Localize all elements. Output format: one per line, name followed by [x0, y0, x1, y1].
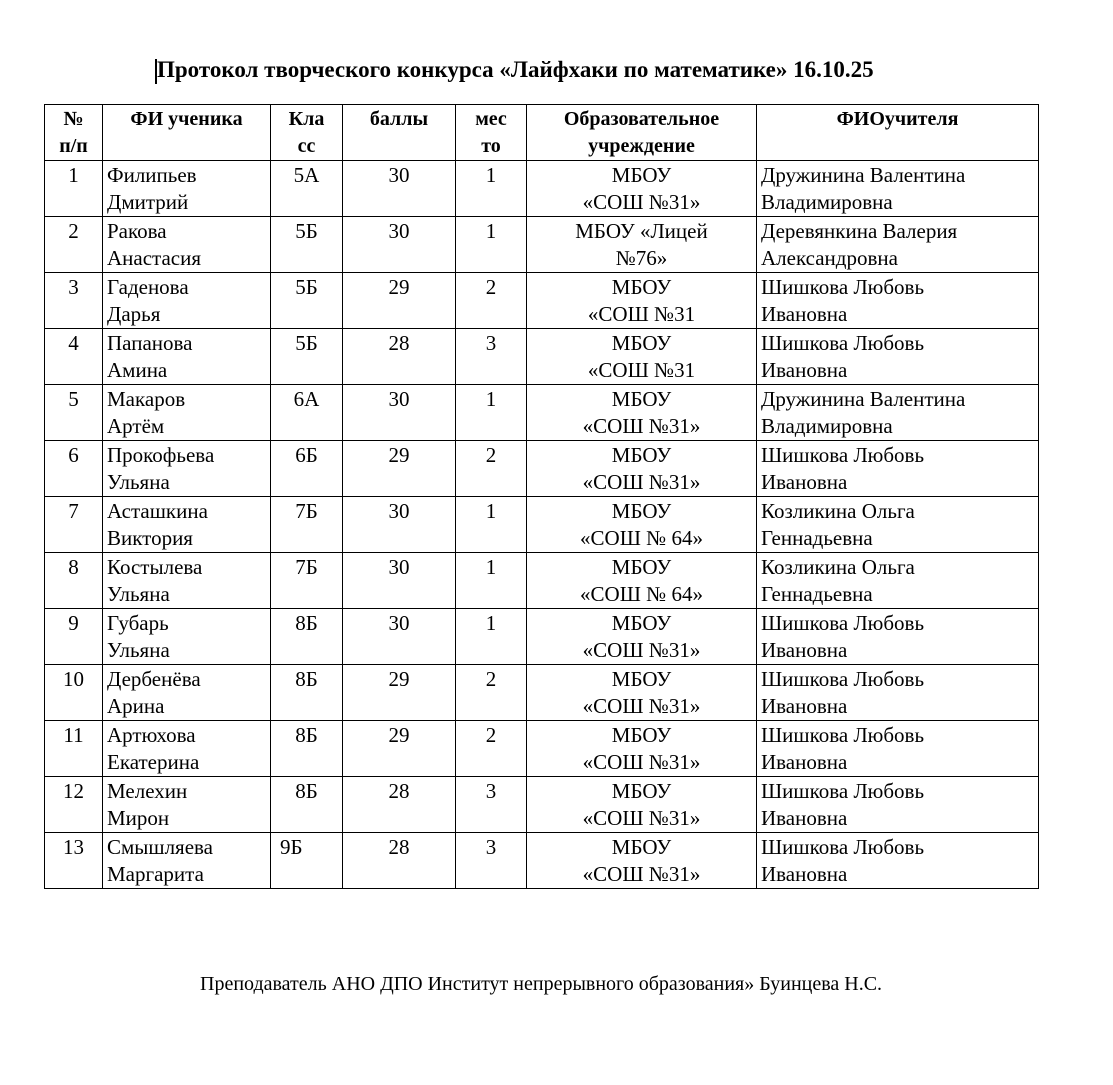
cell-place: 1 [456, 161, 527, 217]
page-title: Протокол творческого конкурса «Лайфхаки по математике» 16.10.25 [157, 57, 874, 82]
cell-teacher: Козликина Ольга Геннадьевна [757, 497, 1039, 553]
cell-teacher: Шишкова Любовь Ивановна [757, 777, 1039, 833]
table-row [45, 441, 1039, 497]
cell-class: 6А [271, 385, 343, 441]
cell-teacher: Шишкова Любовь Ивановна [757, 833, 1039, 889]
header-student-name: ФИ ученика [103, 105, 271, 161]
cell-score: 29 [343, 441, 456, 497]
table-row [45, 721, 1039, 777]
cell-num: 8 [45, 553, 103, 609]
cell-student-name: Ракова Анастасия [103, 217, 271, 273]
cell-class: 7Б [271, 553, 343, 609]
cell-num: 7 [45, 497, 103, 553]
cell-teacher: Шишкова Любовь Ивановна [757, 609, 1039, 665]
cell-student-name: Папанова Амина [103, 329, 271, 385]
header-school: Образовательное учреждение [527, 105, 757, 161]
cell-score: 30 [343, 497, 456, 553]
cell-teacher: Шишкова Любовь Ивановна [757, 273, 1039, 329]
cell-student-name: Костылева Ульяна [103, 553, 271, 609]
cell-place: 3 [456, 329, 527, 385]
cell-score: 30 [343, 553, 456, 609]
cell-class: 8Б [271, 609, 343, 665]
cell-score: 30 [343, 217, 456, 273]
cell-score: 29 [343, 273, 456, 329]
cell-teacher: Дружинина Валентина Владимировна [757, 385, 1039, 441]
cell-num: 10 [45, 665, 103, 721]
cell-num: 6 [45, 441, 103, 497]
cell-num: 3 [45, 273, 103, 329]
cell-student-name: Губарь Ульяна [103, 609, 271, 665]
cell-place: 1 [456, 497, 527, 553]
cell-teacher: Шишкова Любовь Ивановна [757, 665, 1039, 721]
cell-place: 1 [456, 553, 527, 609]
header-teacher: ФИОучителя [757, 105, 1039, 161]
cell-student-name: Филипьев Дмитрий [103, 161, 271, 217]
table-row [45, 385, 1039, 441]
cell-class: 8Б [271, 721, 343, 777]
cell-score: 28 [343, 777, 456, 833]
cell-place: 1 [456, 385, 527, 441]
table-row [45, 161, 1039, 217]
cell-student-name: Артюхова Екатерина [103, 721, 271, 777]
header-num: № п/п [45, 105, 103, 161]
cell-teacher: Шишкова Любовь Ивановна [757, 721, 1039, 777]
cell-school: МБОУ «СОШ №31» [527, 385, 757, 441]
cell-num: 1 [45, 161, 103, 217]
table-row [45, 329, 1039, 385]
cell-place: 3 [456, 777, 527, 833]
cell-num: 11 [45, 721, 103, 777]
cell-school: МБОУ «СОШ № 64» [527, 497, 757, 553]
cell-school: МБОУ «СОШ №31» [527, 665, 757, 721]
cell-teacher: Дружинина Валентина Владимировна [757, 161, 1039, 217]
cell-school: МБОУ «СОШ №31 [527, 329, 757, 385]
cell-class: 5Б [271, 217, 343, 273]
cell-school: МБОУ «СОШ №31 [527, 273, 757, 329]
table-header-row [45, 105, 1039, 161]
table-row [45, 553, 1039, 609]
cell-student-name: Мелехин Мирон [103, 777, 271, 833]
cell-school: МБОУ «СОШ №31» [527, 609, 757, 665]
table-row [45, 833, 1039, 889]
table-row [45, 217, 1039, 273]
cell-num: 12 [45, 777, 103, 833]
table-row [45, 777, 1039, 833]
cell-class: 6Б [271, 441, 343, 497]
table-row [45, 497, 1039, 553]
cell-place: 1 [456, 217, 527, 273]
cell-teacher: Шишкова Любовь Ивановна [757, 329, 1039, 385]
cell-teacher: Шишкова Любовь Ивановна [757, 441, 1039, 497]
footer-signature: Преподаватель АНО ДПО Институт непрерывного образования» Буинцева Н.С. [200, 973, 883, 995]
header-place: мес то [456, 105, 527, 161]
cell-class: 9Б [271, 833, 343, 889]
cell-school: МБОУ «Лицей №76» [527, 217, 757, 273]
cell-num: 13 [45, 833, 103, 889]
cell-score: 30 [343, 609, 456, 665]
cell-score: 30 [343, 161, 456, 217]
table-body [45, 161, 1039, 889]
cell-place: 2 [456, 665, 527, 721]
table-row [45, 665, 1039, 721]
cell-class: 5Б [271, 329, 343, 385]
cell-student-name: Дербенёва Арина [103, 665, 271, 721]
cell-school: МБОУ «СОШ №31» [527, 161, 757, 217]
cell-student-name: Асташкина Виктория [103, 497, 271, 553]
header-score: баллы [343, 105, 456, 161]
table-row [45, 273, 1039, 329]
cell-score: 30 [343, 385, 456, 441]
cell-score: 29 [343, 665, 456, 721]
cell-school: МБОУ «СОШ №31» [527, 441, 757, 497]
results-table [44, 104, 1039, 889]
cell-school: МБОУ «СОШ № 64» [527, 553, 757, 609]
cell-score: 28 [343, 833, 456, 889]
cell-class: 5А [271, 161, 343, 217]
header-class: Кла сс [271, 105, 343, 161]
cell-student-name: Смышляева Маргарита [103, 833, 271, 889]
cell-student-name: Прокофьева Ульяна [103, 441, 271, 497]
cell-place: 2 [456, 441, 527, 497]
cell-class: 5Б [271, 273, 343, 329]
cell-school: МБОУ «СОШ №31» [527, 777, 757, 833]
cell-score: 29 [343, 721, 456, 777]
cell-score: 28 [343, 329, 456, 385]
cell-student-name: Гаденова Дарья [103, 273, 271, 329]
cell-class: 7Б [271, 497, 343, 553]
cell-num: 5 [45, 385, 103, 441]
table-row [45, 609, 1039, 665]
cell-teacher: Деревянкина Валерия Александровна [757, 217, 1039, 273]
cell-num: 9 [45, 609, 103, 665]
cell-num: 2 [45, 217, 103, 273]
cell-class: 8Б [271, 665, 343, 721]
cell-place: 3 [456, 833, 527, 889]
cell-student-name: Макаров Артём [103, 385, 271, 441]
cell-place: 2 [456, 721, 527, 777]
cell-place: 2 [456, 273, 527, 329]
cell-teacher: Козликина Ольга Геннадьевна [757, 553, 1039, 609]
cell-class: 8Б [271, 777, 343, 833]
cell-place: 1 [456, 609, 527, 665]
cell-num: 4 [45, 329, 103, 385]
cell-school: МБОУ «СОШ №31» [527, 833, 757, 889]
cell-school: МБОУ «СОШ №31» [527, 721, 757, 777]
